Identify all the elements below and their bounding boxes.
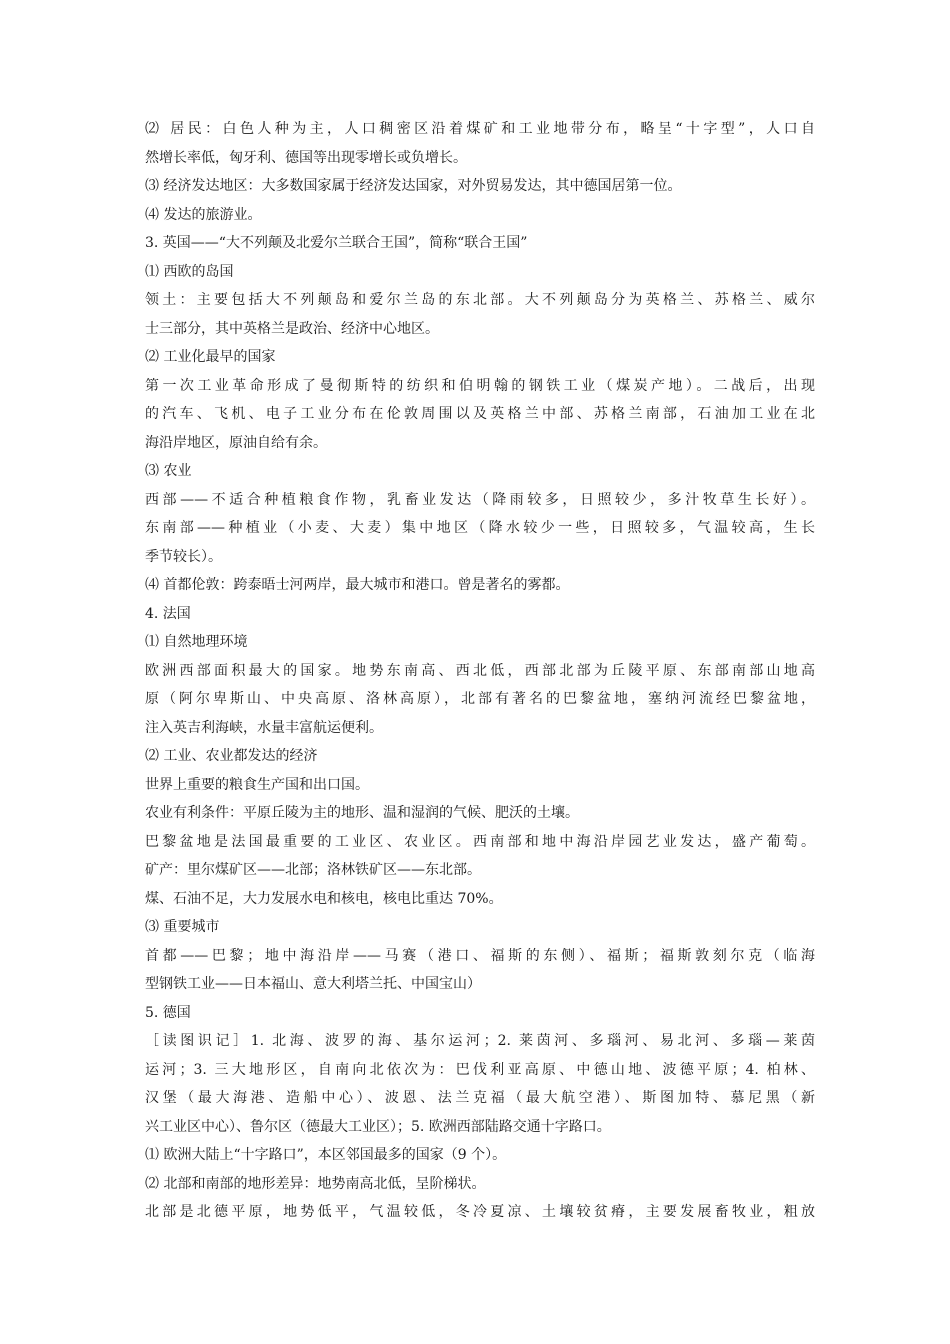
- text-line: ⑵ 工业化最早的国家: [145, 349, 276, 365]
- text-line: 欧洲西部面积最大的国家。地势东南高、西北低，西部北部为丘陵平原、东部南部山地高: [145, 662, 815, 679]
- text-line: 煤、石油不足，大力发展水电和核电，核电比重达 70%。: [145, 890, 503, 907]
- text-line: 4. 法国: [145, 605, 191, 622]
- text-line: 然增长率低，匈牙利、德国等出现零增长或负增长。: [145, 149, 467, 166]
- text-line: ⑵ 居民：白色人种为主，人口稠密区沿着煤矿和工业地带分布，略呈“十字型”，人口自: [145, 121, 815, 137]
- text-line: ⑶ 重要城市: [145, 919, 220, 935]
- text-line: 汉堡（最大海港、造船中心）、波恩、法兰克福（最大航空港）、斯图加特、慕尼黑（新: [145, 1090, 815, 1106]
- text-line: 巴黎盆地是法国最重要的工业区、农业区。西南部和地中海沿岸园艺业发达，盛产葡萄。: [145, 833, 815, 850]
- text-line: ⑵ 工业、农业都发达的经济: [145, 748, 318, 764]
- text-line: ［读图识记］1. 北海、波罗的海、基尔运河；2. 莱茵河、多瑙河、易北河、多瑙—莱茵: [145, 1033, 815, 1049]
- text-line: 东南部——种植业（小麦、大麦）集中地区（降水较少一些，日照较多，气温较高，生长: [145, 520, 815, 536]
- text-line: 型钢铁工业——日本福山、意大利塔兰托、中国宝山）: [145, 976, 481, 992]
- text-line: ⑷ 首都伦敦：跨泰晤士河两岸，最大城市和港口。曾是著名的雾都。: [145, 577, 570, 593]
- document-body: [145, 115, 815, 1227]
- text-line: 季节较长）。: [145, 548, 222, 565]
- text-line: 第一次工业革命形成了曼彻斯特的纺织和伯明翰的钢铁工业（煤炭产地）。二战后，出现: [145, 377, 815, 394]
- text-line: 农业有利条件：平原丘陵为主的地形、温和湿润的气候、肥沃的土壤。: [145, 805, 579, 821]
- text-line: 的汽车、飞机、电子工业分布在伦敦周围以及英格兰中部、苏格兰南部，石油加工业在北: [145, 406, 815, 422]
- text-line: ⑴ 自然地理环境: [145, 634, 248, 650]
- text-line: ⑷ 发达的旅游业。: [145, 206, 262, 223]
- text-line: 领土：主要包括大不列颠岛和爱尔兰岛的东北部。大不列颠岛分为英格兰、苏格兰、威尔: [145, 292, 815, 308]
- text-line: ⑵ 北部和南部的地形差异：地势南高北低，呈阶梯状。: [145, 1175, 486, 1192]
- text-line: 运河；3. 三大地形区，自南向北依次为：巴伐利亚高原、中德山地、波德平原；4. 柏林、: [145, 1061, 815, 1078]
- text-line: 世界上重要的粮食生产国和出口国。: [145, 776, 369, 793]
- text-line: 兴工业区中心）、鲁尔区（德最大工业区）；5. 欧洲西部陆路交通十字路口。: [145, 1118, 611, 1135]
- text-line: 北部是北德平原，地势低平，气温较低，冬冷夏凉、土壤较贫瘠，主要发展畜牧业，粗放: [145, 1204, 815, 1220]
- text-line: 5. 德国: [145, 1004, 191, 1021]
- text-line: 原（阿尔卑斯山、中央高原、洛林高原），北部有著名的巴黎盆地，塞纳河流经巴黎盆地，: [145, 691, 815, 707]
- text-line: 注入英吉利海峡，水量丰富航运便利。: [145, 719, 383, 736]
- text-line: 士三部分，其中英格兰是政治、经济中心地区。: [145, 320, 439, 337]
- text-line: ⑶ 农业: [145, 463, 192, 479]
- text-line: ⑴ 西欧的岛国: [145, 263, 234, 280]
- text-line: 首都——巴黎；地中海沿岸——马赛（港口、福斯的东侧）、福斯；福斯敦刻尔克（临海: [145, 947, 815, 964]
- text-line: ⑶ 经济发达地区：大多数国家属于经济发达国家，对外贸易发达，其中德国居第一位。: [145, 178, 682, 194]
- text-line: 矿产：里尔煤矿区——北部；洛林铁矿区——东北部。: [145, 862, 481, 878]
- text-line: ⑴ 欧洲大陆上“十字路口”，本区邻国最多的国家（9 个）。: [145, 1147, 507, 1163]
- text-line: 海沿岸地区，原油自给有余。: [145, 434, 327, 451]
- text-line: 3. 英国——“大不列颠及北爱尔兰联合王国”，简称“联合王国”: [145, 235, 528, 251]
- text-line: 西部——不适合种植粮食作物，乳畜业发达（降雨较多，日照较少，多汁牧草生长好）。: [145, 491, 815, 508]
